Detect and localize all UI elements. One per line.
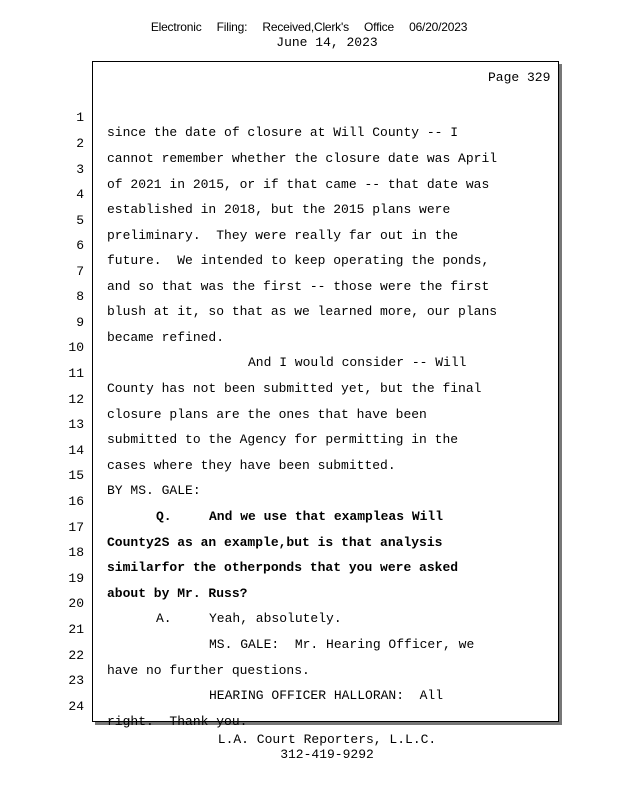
transcript-line: [0, 172, 600, 217]
transcript-line: [0, 530, 600, 575]
line-number: 10: [68, 340, 84, 355]
transcript-line: [0, 505, 600, 550]
line-number: 5: [76, 213, 84, 228]
transcript-line: [0, 581, 600, 626]
line-number: 20: [68, 596, 84, 611]
line-text: closure plans are the ones that have been: [107, 407, 427, 422]
transcript-line: [0, 274, 600, 319]
stamp-word: Office: [364, 20, 394, 34]
stamp-word: Filing:: [216, 20, 248, 34]
line-number: 21: [68, 622, 84, 637]
stamp-word: 06/20/2023: [409, 20, 468, 34]
line-text: blush at it, so that as we learned more, our plans: [107, 304, 498, 319]
line-text: and so that was the first -- those were the first: [107, 279, 490, 294]
line-text: HEARING OFFICER HALLORAN: All: [209, 688, 444, 703]
line-number: 14: [68, 443, 84, 458]
transcript-line: [0, 147, 600, 192]
answer-text: Yeah, absolutely.: [209, 611, 342, 626]
transcript-line: [0, 121, 600, 166]
line-text: since the date of closure at Will County -- I: [107, 125, 459, 140]
reporter-phone: 312-419-9292: [280, 747, 374, 762]
line-text: similarfor the otherponds that you were asked: [107, 560, 459, 575]
line-number: 11: [68, 366, 84, 381]
line-number: 7: [76, 264, 84, 279]
line-text: cases where they have been submitted.: [107, 458, 396, 473]
line-text: BY MS. GALE:: [107, 483, 201, 498]
page-number: Page 329: [488, 70, 551, 85]
transcript-line: [0, 325, 600, 370]
answer-marker: A.: [156, 611, 172, 626]
line-number: 23: [68, 673, 84, 688]
line-text: MS. GALE: Mr. Hearing Officer, we: [209, 637, 475, 652]
transcript-line: [0, 658, 600, 703]
line-text: cannot remember whether the closure date was April: [107, 151, 498, 166]
transcript-line: [0, 428, 600, 473]
line-number: 12: [68, 392, 84, 407]
line-text: established in 2018, but the 2015 plans were: [107, 202, 451, 217]
hearing-date: June 14, 2023: [276, 35, 378, 50]
transcript-line: [0, 684, 600, 729]
line-number: 16: [68, 494, 84, 509]
transcript-line: [0, 402, 600, 447]
electronic-filing-stamp: [0, 20, 618, 34]
line-text: became refined.: [107, 330, 225, 345]
line-text: have no further questions.: [107, 663, 310, 678]
reporter-company: L.A. Court Reporters, L.L.C.: [217, 732, 437, 747]
line-number: 18: [68, 545, 84, 560]
transcript-line: [0, 198, 600, 243]
transcript-line: [0, 607, 600, 652]
line-number: 4: [76, 187, 84, 202]
question-marker: Q.: [156, 509, 172, 524]
transcript-line: [0, 633, 600, 678]
transcript-line: [0, 351, 600, 396]
line-number: 2: [76, 136, 84, 151]
line-text: preliminary. They were really far out in the: [107, 228, 459, 243]
line-number: 9: [76, 315, 84, 330]
line-text: submitted to the Agency for permitting in the: [107, 432, 459, 447]
line-text: right. Thank you.: [107, 714, 248, 729]
line-number: 19: [68, 571, 84, 586]
transcript-line: [0, 556, 600, 601]
transcript-line: [0, 300, 600, 345]
line-number: 8: [76, 289, 84, 304]
line-text: of 2021 in 2015, or if that came -- that date was: [107, 177, 490, 192]
line-text: County has not been submitted yet, but the final: [107, 381, 482, 396]
line-text: about by Mr. Russ?: [107, 586, 248, 601]
line-number: 24: [68, 699, 84, 714]
reporter-footer: [0, 732, 618, 762]
stamp-word: Received,Clerk's: [262, 20, 349, 34]
transcript-line: [0, 453, 600, 498]
line-number: 13: [68, 417, 84, 432]
line-text: County2S as an example,but is that analysis: [107, 535, 443, 550]
transcript-line: [0, 249, 600, 294]
transcript-line: [0, 223, 600, 268]
transcript-line: [0, 95, 600, 140]
line-number: 1: [76, 110, 84, 125]
transcript-line: [0, 377, 600, 422]
stamp-word: Electronic: [150, 20, 202, 34]
line-number: 22: [68, 648, 84, 663]
transcript-line: [0, 479, 600, 524]
line-number: 3: [76, 162, 84, 177]
line-number: 6: [76, 238, 84, 253]
line-number: 17: [68, 520, 84, 535]
line-text: future. We intended to keep operating the ponds,: [107, 253, 490, 268]
line-number: 15: [68, 468, 84, 483]
question-text: And we use that exampleas Will: [209, 509, 444, 524]
line-text: And I would consider -- Will: [248, 355, 467, 370]
